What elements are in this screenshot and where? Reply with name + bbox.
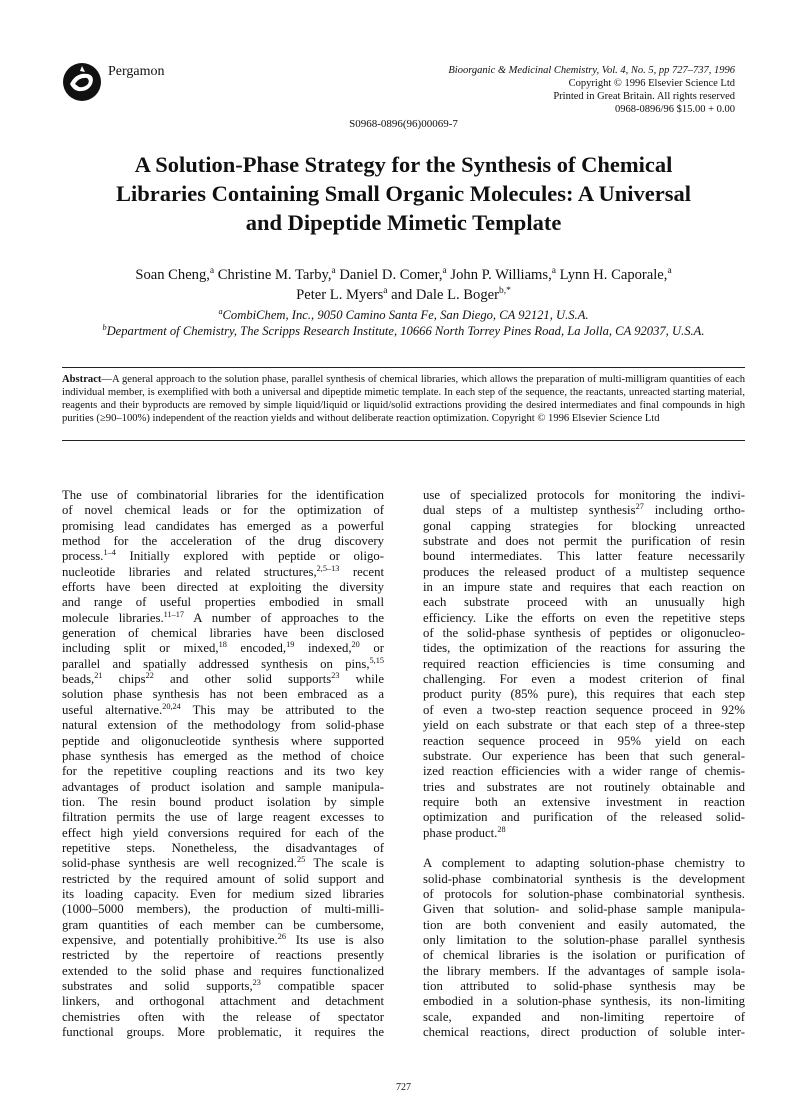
text-line: A complement to adapting solution-phase chemistry to: [423, 856, 745, 871]
text-line: reaction sequence proceed in 95% yield on each: [423, 733, 745, 748]
citation-ref: 21: [94, 670, 103, 680]
article-title: [60, 150, 747, 237]
text-line: tion. The resin bound product isolation by simple: [62, 794, 384, 809]
citation-ref: 19: [286, 640, 295, 650]
text-line: tries and substrates are not routinely obtainable and: [423, 779, 745, 794]
text-line: substrate. Our experience has been that such general-: [423, 748, 745, 763]
text-line: gram quantities of each member can be cumbersome,: [62, 917, 384, 932]
text-line: molecule libraries.$^{11-17}$ A number of approaches to the: [62, 609, 384, 625]
journal-citation: Bioorganic & Medicinal Chemistry, Vol. 4, No. 5, pp 727–737, 1996: [448, 65, 735, 76]
text-line: solution phase synthesis has not been embraced as a: [62, 687, 384, 702]
citation-ref: 23: [331, 670, 340, 680]
author-affiliation-marker: a: [209, 266, 215, 277]
citation-ref: 20,24: [162, 701, 181, 711]
author-name: Lynn H. Caporale,: [559, 267, 668, 283]
text-line: ized reaction efficiencies with a wider range of chemis-: [423, 764, 745, 779]
citation-ref: 22: [145, 670, 154, 680]
text-line: the library members. If the advantages of sample isola-: [423, 963, 745, 978]
text-line: efforts have been directed at exploiting the diversity: [62, 580, 384, 595]
text-line: phase synthesis has emerged as the method of choice: [62, 748, 384, 763]
abstract-label: Abstract: [62, 374, 102, 385]
text-line: phase product.$^{28}$: [423, 824, 506, 840]
text-line: optimization and purification of the released solid-: [423, 810, 745, 825]
citation-ref: 1–4: [103, 548, 116, 558]
text-line: restricted by the required amount of solid support and: [62, 871, 384, 886]
author-affiliation-marker: a: [383, 286, 388, 297]
text-line: chemical reactions, direct production of soluble inter-: [423, 1025, 745, 1040]
text-line: The use of combinatorial libraries for the identification: [62, 488, 384, 502]
author-affiliation-marker: a: [331, 266, 336, 277]
author-line: [55, 285, 752, 305]
text-line: gonal capping strategies for blocking unreacted: [423, 518, 745, 533]
citation-ref: 5,15: [369, 655, 384, 665]
author-affiliation-marker: a: [551, 266, 556, 277]
text-line: parallel and spatially addressed synthesis on pins,$^{5,15}$: [62, 655, 384, 671]
text-line: require both an extensive investment in reaction: [423, 794, 745, 809]
text-line: nucleotide libraries and related structures,$^{2,5-13}$ recent: [62, 563, 384, 579]
text-line: for the repetitive coupling reactions and its two key: [62, 764, 384, 779]
text-line: of novel chemical leads or for the optimization of: [62, 503, 384, 518]
text-line: method for the acceleration of the drug discovery: [62, 534, 384, 549]
text-line: restricted by the repertoire of reactions presently: [62, 948, 384, 963]
text-line: yield on each substrate or that each step of a three-step: [423, 718, 745, 733]
page-number: 727: [396, 1082, 411, 1093]
author-name: Daniel D. Comer,: [339, 267, 443, 283]
author-name: Soan Cheng,: [135, 267, 210, 283]
text-line: natural extension of the methodology from solid-phase: [62, 718, 384, 733]
affiliation-b: [40, 324, 767, 339]
title-line: A Solution-Phase Strategy for the Synthesis of Chemical: [134, 152, 673, 177]
text-line: bound intermediates. This latter feature necessarily: [423, 549, 745, 564]
affiliation-marker: a: [218, 306, 223, 316]
affiliation-text: CombiChem, Inc., 9050 Camino Santa Fe, San Diego, CA 92121, U.S.A.: [222, 308, 589, 322]
text-line: its loading capacity. Even for medium sized libraries: [62, 886, 384, 901]
citation-ref: 26: [277, 931, 286, 941]
author-name: Christine M. Tarby,: [217, 267, 332, 283]
text-line: effect high yield conversions required for each of the: [62, 825, 384, 840]
text-line: efficiency. Like the efforts on even the repetitive steps: [423, 610, 745, 625]
text-line: substrates and solid supports,$^{23}$ compatible spacer: [62, 977, 384, 993]
affiliation-marker: b: [102, 322, 107, 332]
text-line: tion are both convenient and easily automated, the: [423, 917, 745, 932]
affiliation-a: [40, 308, 767, 323]
citation-ref: 23: [252, 977, 261, 987]
text-line: of the solid-phase synthesis of peptides or oligonucleo-: [423, 626, 745, 641]
text-line: produces the released product of a multistep sequence: [423, 564, 745, 579]
author-name: Peter L. Myers: [296, 287, 384, 303]
text-line: functional groups. More problematic, it requires the: [62, 1025, 384, 1040]
text-line: solid-phase combinatorial synthesis is the development: [423, 871, 745, 886]
citation-ref: 11–17: [163, 609, 185, 619]
text-line: repetitive steps. Nonetheless, the disadvantages of: [62, 840, 384, 855]
text-line: beads,$^{21}$ chips$^{22}$ and other solid supports$^{23}$ while: [62, 670, 384, 687]
title-line: and Dipeptide Mimetic Template: [245, 210, 562, 235]
copyright-line: Copyright © 1996 Elsevier Science Ltd: [568, 78, 735, 89]
text-line: challenging. For even a modest criterion of final: [423, 672, 745, 687]
citation-ref: 20: [351, 640, 360, 650]
affiliation-text: Department of Chemistry, The Scripps Research Institute, 10666 North Torrey Pines Road, La Jolla, CA 92037, U.S.A.: [106, 324, 705, 338]
abstract: [62, 374, 745, 426]
author-affiliation-marker: b,*: [498, 286, 511, 297]
text-line: solid-phase synthesis are well recognized.$^{25}$ The scale is: [62, 855, 384, 871]
publisher-name: Pergamon: [108, 64, 165, 79]
text-line: filtration permits the use of large reagent excesses to: [62, 810, 384, 825]
text-line: (1000–5000 members), the production of multi-milli-: [62, 902, 384, 917]
journal-info: [448, 64, 735, 116]
text-line: useful alternative.$^{20,24}$ This may be attributed to the: [62, 701, 384, 717]
text-line: Given that solution- and solid-phase sample manipula-: [423, 902, 745, 917]
text-line: embodied in a solution-phase synthesis, its non-limiting: [423, 994, 745, 1009]
author-name: John P. Williams,: [450, 267, 552, 283]
text-line: in an impure state and requires that each reaction on: [423, 580, 745, 595]
author-name: and Dale L. Boger: [391, 287, 499, 303]
author-affiliation-marker: a: [667, 266, 672, 277]
text-line: of chemical libraries is the isolation or purification of: [423, 948, 745, 963]
text-line: dual steps of a multistep synthesis$^{27}$ including ortho-: [423, 502, 745, 518]
abstract-bottom-rule: [62, 440, 745, 441]
text-line: required reaction efficiencies is time consuming and: [423, 656, 745, 671]
text-line: tion attributed to solid-phase synthesis may be: [423, 979, 745, 993]
author-list: [55, 265, 752, 305]
text-line: each substrate proceed with an unusually high: [423, 595, 745, 610]
author-line: [55, 265, 752, 285]
text-line: of even a two-step reaction sequence proceed in 92%: [423, 702, 745, 717]
text-line: generation of chemical libraries have been disclosed: [62, 626, 384, 641]
body-column-right: [423, 488, 745, 1040]
citation-ref: 28: [497, 824, 506, 834]
paragraph-gap: [423, 841, 745, 856]
text-line: promising lead candidates has emerged as a powerful: [62, 518, 384, 533]
citation-ref: 25: [297, 855, 306, 864]
text-line: linkers, and orthogonal attachment and detachment: [62, 994, 384, 1009]
text-line: and range of useful properties embodied in small: [62, 595, 384, 610]
body-column-left: [62, 488, 384, 1040]
citation-ref: 18: [218, 640, 227, 650]
doi-code: S0968-0896(96)00069-7: [349, 118, 458, 130]
abstract-top-rule: [62, 367, 745, 368]
text-line: use of specialized protocols for monitoring the indivi-: [423, 488, 745, 502]
text-line: substrate and does not permit the purification of resin: [423, 534, 745, 549]
citation-ref: 27: [635, 502, 644, 512]
text-line: chemistries often with the release of spectator: [62, 1009, 384, 1024]
text-line: expensive, and potentially prohibitive.$^{26}$ Its use is also: [62, 931, 384, 947]
text-line: product purity (85% pure), this requires that each step: [423, 687, 745, 702]
abstract-text: —A general approach to the solution phase, parallel synthesis of chemical libraries, which allows the preparation of multi-milligram quantities of each individual member, is exemplified with both a universal and dipeptide mimetic template. In each step of the sequence, the reactants, unreacted starting material, reagents and their byproducts are removed by simple liquid/liquid or liquid/solid extractions providing the desired intermediates and final compounds in high purities (≥90–100%) independent of the reaction yields and without deliberate reaction optimization. Copyright © 1996 Elsevier Science Ltd: [62, 374, 745, 424]
pergamon-logo-icon: [62, 62, 102, 102]
title-line: Libraries Containing Small Organic Molecules: A Universal: [116, 181, 691, 206]
text-line: extended to the solid phase and requires functionalized: [62, 963, 384, 978]
issn-line: 0968-0896/96 $15.00 + 0.00: [615, 104, 735, 115]
text-line: peptide and oligonucleotide synthesis where supported: [62, 733, 384, 748]
text-line: advantages of product isolation and sample manipula-: [62, 779, 384, 794]
citation-ref: 2,5–13: [316, 563, 340, 573]
text-line: including split or mixed,$^{18}$ encoded,$^{19}$ indexed,$^{20}$ or: [62, 640, 384, 656]
printed-line: Printed in Great Britain. All rights reserved: [553, 91, 735, 102]
text-line: tides, the optimization of the reactions for assuring the: [423, 641, 745, 656]
text-line: process.$^{1-4}$ Initially explored with peptide or oligo-: [62, 548, 384, 564]
author-affiliation-marker: a: [442, 266, 447, 277]
text-line: only limitation to the solution-phase parallel synthesis: [423, 932, 745, 947]
text-line: of protocols for solution-phase combinatorial synthesis.: [423, 886, 745, 901]
text-line: scale, expanded and non-limiting repertoire of: [423, 1009, 745, 1024]
